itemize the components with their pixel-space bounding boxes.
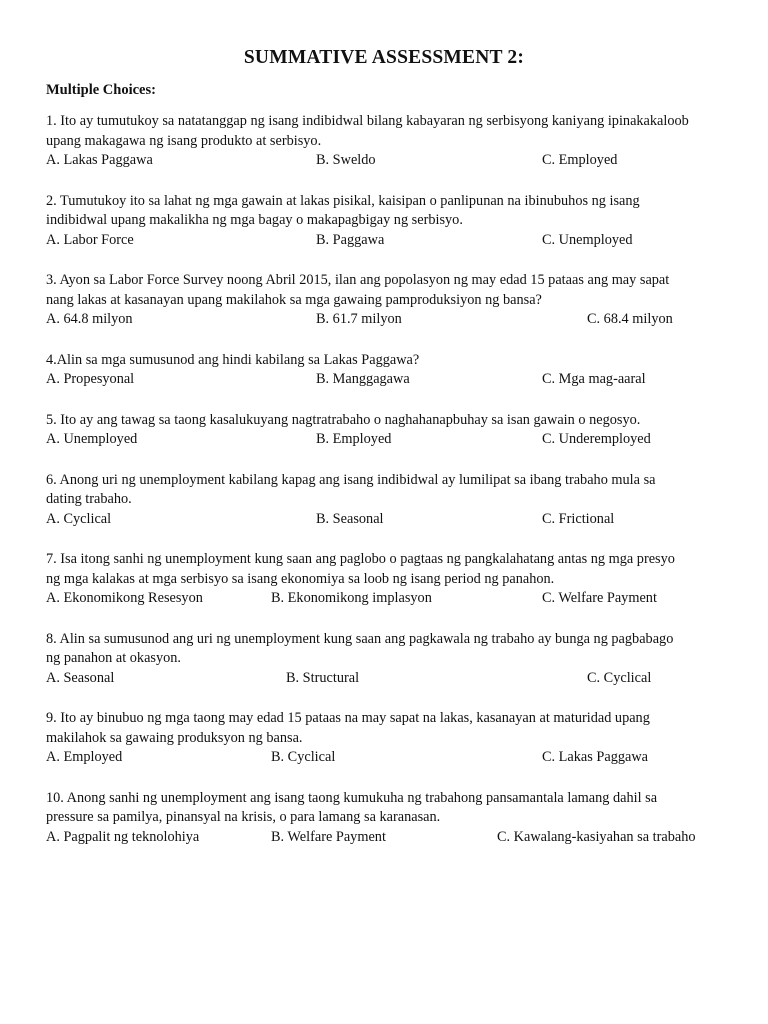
question-text: 10. Anong sanhi ng unemployment ang isang taong kumukuha ng trabahong pansamantala lamang dahil sa pressure sa pamilya, pinansyal na krisis, o para lamang sa karanasan.: [46, 789, 658, 825]
question-text: 1. Ito ay tumutukoy sa natatanggap ng isang indibidwal bilang kabayaran ng serbisyong kaniyang ipinakakaloob upang makagawa ng isang produkto at serbisyo.: [46, 113, 689, 149]
choice-c: C. Underemployed: [542, 431, 651, 447]
choice-row: [46, 151, 726, 171]
choice-a: A. Cyclical: [46, 510, 112, 527]
choice-c: C. Welfare Payment: [542, 590, 657, 606]
choice-c: C. Mga mag-aaral: [542, 371, 646, 387]
question-4: [46, 351, 726, 390]
question-6: [46, 471, 726, 530]
choice-row: [46, 748, 726, 768]
choice-row: [46, 510, 726, 530]
choice-a: A. Pagpalit ng teknolohiya: [46, 828, 200, 845]
choice-b: B. Paggawa: [316, 231, 385, 248]
question-5: [46, 411, 726, 450]
question-10: [46, 789, 726, 848]
question-1: [46, 112, 726, 171]
choice-row: [46, 310, 726, 330]
choice-a: A. 64.8 milyon: [46, 311, 133, 327]
choice-a: A. Propesyonal: [46, 371, 135, 387]
question-text: 3. Ayon sa Labor Force Survey noong Abril 2015, ilan ang popolasyon ng may edad 15 pataas ang may sapat nang lakas at kasanayan upang makilahok sa mga gawaing pamproduksiyon ng bansa?: [46, 272, 670, 308]
choice-a: A. Labor Force: [46, 231, 134, 248]
question-8: [46, 630, 726, 689]
question-3: [46, 271, 726, 330]
question-text: 4.Alin sa mga sumusunod ang hindi kabilang sa Lakas Paggawa?: [46, 351, 420, 368]
question-text: 8. Alin sa sumusunod ang uri ng unemployment kung saan ang pagkawala ng trabaho ay bunga ng pagbabago ng panahon at okasyon.: [46, 630, 674, 666]
section-heading: Multiple Choices:: [46, 82, 156, 98]
question-text: 5. Ito ay ang tawag sa taong kasalukuyang nagtratrabaho o naghahanapbuhay sa isan gawain o negosyo.: [46, 411, 641, 428]
choice-b: B. Manggagawa: [316, 371, 410, 387]
choice-c: C. Employed: [542, 152, 618, 168]
choice-b: B. Ekonomikong implasyon: [271, 590, 432, 606]
choice-row: [46, 430, 726, 450]
choice-a: A. Lakas Paggawa: [46, 152, 153, 168]
question-text: 7. Isa itong sanhi ng unemployment kung saan ang paglobo o pagtaas ng pangkalahatang antas ng mga presyo ng mga kalakas at mga serbisyo sa isang ekonomiya sa loob ng isang period ng panahon.: [46, 551, 675, 587]
choice-b: B. Sweldo: [316, 152, 376, 168]
question-text: 6. Anong uri ng unemployment kabilang kapag ang isang indibidwal ay lumilipat sa ibang trabaho mula sa dating trabaho.: [46, 471, 656, 507]
choice-a: A. Seasonal: [46, 669, 115, 686]
question-2: [46, 192, 726, 251]
question-list: [46, 112, 726, 868]
choice-row: [46, 370, 726, 390]
choice-a: A. Employed: [46, 749, 123, 765]
choice-c: C. Frictional: [542, 510, 615, 527]
page-title: SUMMATIVE ASSESSMENT 2:: [243, 47, 525, 68]
choice-b: B. Cyclical: [271, 749, 336, 765]
choice-b: B. 61.7 milyon: [316, 311, 402, 327]
choice-c: C. Kawalang-kasiyahan sa trabaho: [497, 828, 696, 845]
choice-row: [46, 828, 726, 848]
choice-a: A. Unemployed: [46, 431, 138, 447]
question-7: [46, 550, 726, 609]
choice-row: [46, 231, 726, 251]
choice-row: [46, 589, 726, 609]
question-text: 2. Tumutukoy ito sa lahat ng mga gawain at lakas pisikal, kaisipan o panlipunan na ibinubuhos ng isang indibidwal upang makalikha ng mga bagay o makapagbigay ng serbisyo.: [46, 192, 640, 228]
question-text: 9. Ito ay binubuo ng mga taong may edad 15 pataas na may sapat na lakas, kasanayan at maturidad upang makilahok sa gawaing produksyon ng bansa.: [46, 710, 650, 746]
choice-c: C. Lakas Paggawa: [542, 749, 649, 765]
choice-a: A. Ekonomikong Resesyon: [46, 590, 203, 606]
choice-c: C. Cyclical: [587, 669, 652, 686]
choice-b: B. Seasonal: [316, 510, 384, 527]
choice-b: B. Employed: [316, 431, 392, 447]
choice-c: C. Unemployed: [542, 231, 633, 248]
choice-c: C. 68.4 milyon: [587, 311, 673, 327]
choice-b: B. Structural: [286, 669, 360, 686]
choice-b: B. Welfare Payment: [271, 828, 386, 845]
question-9: [46, 709, 726, 768]
choice-row: [46, 669, 726, 689]
